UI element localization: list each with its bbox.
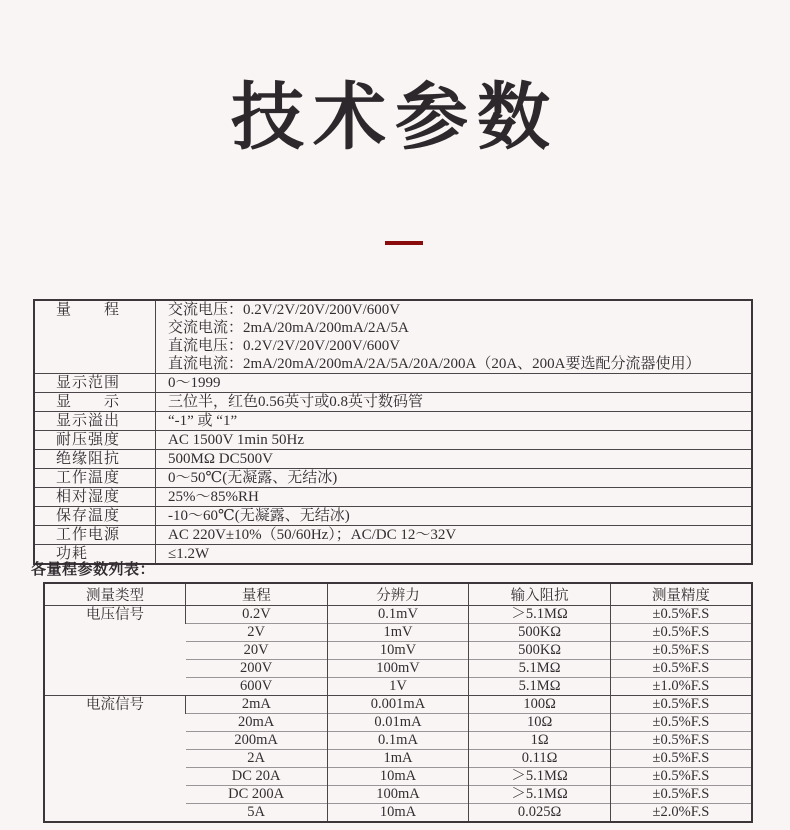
spec-value: AC 1500V 1min 50Hz <box>156 431 753 450</box>
range-column-header: 分辨力 <box>327 583 469 606</box>
spec-row <box>34 450 752 469</box>
range-cell: 20V <box>186 642 328 660</box>
range-column-header: 输入阻抗 <box>469 583 611 606</box>
spec-row <box>34 488 752 507</box>
spec-row <box>34 431 752 450</box>
signal-type-cell: 电流信号 <box>44 696 186 823</box>
accuracy-cell: ±2.0%F.S <box>610 804 752 823</box>
impedance-cell: ＞5.1MΩ <box>469 768 611 786</box>
spec-value: AC 220V±10%（50/60Hz）；AC/DC 12～32V <box>156 526 753 545</box>
impedance-cell: 5.1MΩ <box>469 660 611 678</box>
spec-value: “-1” 或 “1” <box>156 412 753 431</box>
impedance-cell: ＞5.1MΩ <box>469 606 611 624</box>
spec-value-line: 交流电流：2mA/20mA/200mA/2A/5A <box>168 320 409 336</box>
range-cell: 2mA <box>186 696 328 714</box>
range-column-header: 量程 <box>186 583 328 606</box>
spec-row <box>34 412 752 431</box>
resolution-cell: 10mA <box>327 804 469 823</box>
resolution-cell: 1V <box>327 678 469 696</box>
spec-value: 0～1999 <box>156 374 753 393</box>
range-cell: 2A <box>186 750 328 768</box>
resolution-cell: 1mV <box>327 624 469 642</box>
accuracy-cell: ±0.5%F.S <box>610 624 752 642</box>
impedance-cell: 500KΩ <box>469 642 611 660</box>
range-cell: 0.2V <box>186 606 328 624</box>
spec-label: 耐压强度 <box>34 431 156 450</box>
range-table-caption: 各量程参数列表： <box>31 562 156 578</box>
spec-label: 量 程 <box>34 300 156 374</box>
spec-row <box>34 469 752 488</box>
resolution-cell: 1mA <box>327 750 469 768</box>
resolution-cell: 0.001mA <box>327 696 469 714</box>
spec-label: 显 示 <box>34 393 156 412</box>
spec-row <box>34 507 752 526</box>
signal-type-cell: 电压信号 <box>86 607 145 623</box>
range-cell: DC 200A <box>186 786 328 804</box>
spec-label: 工作电源 <box>34 526 156 545</box>
range-cell: 5A <box>186 804 328 823</box>
page-title: 技术参数 <box>231 77 559 158</box>
impedance-cell: 0.11Ω <box>469 750 611 768</box>
range-cell: 200mA <box>186 732 328 750</box>
accuracy-cell: ±0.5%F.S <box>610 732 752 750</box>
resolution-cell: 100mA <box>327 786 469 804</box>
accuracy-cell: ±0.5%F.S <box>610 660 752 678</box>
spec-row <box>34 526 752 545</box>
range-table <box>43 582 753 823</box>
resolution-cell: 0.01mA <box>327 714 469 732</box>
spec-label: 显示溢出 <box>34 412 156 431</box>
impedance-cell: 100Ω <box>469 696 611 714</box>
spec-value <box>156 300 753 374</box>
impedance-cell: 10Ω <box>469 714 611 732</box>
impedance-cell: 0.025Ω <box>469 804 611 823</box>
spec-label: 相对湿度 <box>34 488 156 507</box>
spec-value: -10～60℃(无凝露、无结冰) <box>156 507 753 526</box>
impedance-cell: 1Ω <box>469 732 611 750</box>
accuracy-cell: ±0.5%F.S <box>610 786 752 804</box>
accuracy-cell: ±0.5%F.S <box>610 642 752 660</box>
spec-value: 0～50℃(无凝露、无结冰) <box>156 469 753 488</box>
spec-value-line: 直流电流：2mA/20mA/200mA/2A/5A/20A/200A（20A、200A要选配分流器使用） <box>168 356 701 372</box>
resolution-cell: 10mA <box>327 768 469 786</box>
accuracy-cell: ±0.5%F.S <box>610 696 752 714</box>
range-cell: 20mA <box>186 714 328 732</box>
range-header-row <box>44 583 752 606</box>
impedance-cell: ＞5.1MΩ <box>469 786 611 804</box>
spec-table <box>33 299 753 565</box>
range-column-header: 测量精度 <box>610 583 752 606</box>
accuracy-cell: ±0.5%F.S <box>610 768 752 786</box>
spec-label: 绝缘阻抗 <box>34 450 156 469</box>
range-cell: DC 20A <box>186 768 328 786</box>
spec-row <box>34 393 752 412</box>
spec-value: 三位半，红色0.56英寸或0.8英寸数码管 <box>156 393 753 412</box>
impedance-cell: 500KΩ <box>469 624 611 642</box>
range-cell: 200V <box>186 660 328 678</box>
spec-row <box>34 374 752 393</box>
accuracy-cell: ±0.5%F.S <box>610 606 752 624</box>
accuracy-cell: ±1.0%F.S <box>610 678 752 696</box>
resolution-cell: 0.1mV <box>327 606 469 624</box>
resolution-cell: 100mV <box>327 660 469 678</box>
spec-value: 500MΩ DC500V <box>156 450 753 469</box>
range-row <box>44 696 752 714</box>
title-accent-divider <box>385 241 423 245</box>
accuracy-cell: ±0.5%F.S <box>610 714 752 732</box>
spec-value-line: 交流电压：0.2V/2V/20V/200V/600V <box>168 302 401 318</box>
range-column-header: 测量类型 <box>44 583 186 606</box>
range-cell: 600V <box>186 678 328 696</box>
spec-label: 功耗 <box>34 545 156 565</box>
accuracy-cell: ±0.5%F.S <box>610 750 752 768</box>
spec-value: 25%～85%RH <box>156 488 753 507</box>
range-row <box>44 606 752 624</box>
spec-label: 工作温度 <box>34 469 156 488</box>
resolution-cell: 10mV <box>327 642 469 660</box>
resolution-cell: 0.1mA <box>327 732 469 750</box>
spec-value-line: 直流电压：0.2V/2V/20V/200V/600V <box>168 338 401 354</box>
spec-label: 显示范围 <box>34 374 156 393</box>
spec-label: 保存温度 <box>34 507 156 526</box>
impedance-cell: 5.1MΩ <box>469 678 611 696</box>
spec-value: ≤1.2W <box>156 545 753 565</box>
spec-row <box>34 300 752 374</box>
range-cell: 2V <box>186 624 328 642</box>
